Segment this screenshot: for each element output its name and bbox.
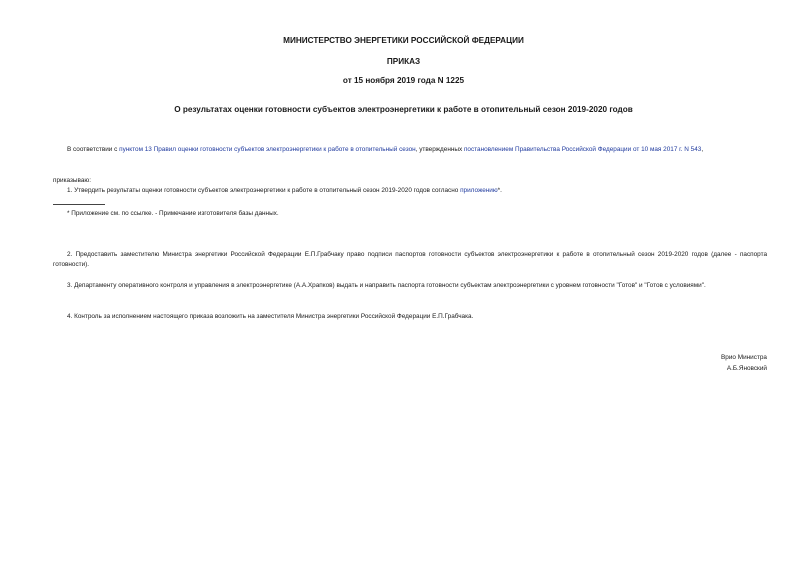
preamble-paragraph — [53, 145, 767, 155]
preamble-middle: , утвержденных — [415, 146, 464, 153]
ministry-heading: МИНИСТЕРСТВО ЭНЕРГЕТИКИ РОССИЙСКОЙ ФЕДЕРАЦИИ — [283, 36, 524, 45]
item-4: 4. Контроль за исполнением настоящего приказа возложить на заместителя Министра энергетики Российской Федерации Е.П.Грабчака. — [67, 313, 474, 320]
item-1-suffix: *. — [497, 187, 502, 194]
resolution-link[interactable]: постановлением Правительства Российской Федерации от 10 мая 2017 г. N 543 — [463, 146, 702, 153]
signature-name: А.Б.Яновский — [726, 365, 767, 372]
footnote-divider — [53, 204, 105, 205]
orders-word: приказываю: — [53, 177, 91, 184]
item-2: 2. Предоставить заместителю Министра энергетики Российской Федерации Е.П.Грабчаку право подписи паспортов готовности субъектов электроэнергетики к работе в отопительный сезон 2019-2020 годов (далее - паспорта готовности). — [53, 251, 767, 268]
preamble-suffix: , — [701, 146, 704, 153]
document-title: О результатах оценки готовности субъектов электроэнергетики к работе в отопительный сезон 2019-2020 годов — [174, 105, 633, 114]
item-1 — [53, 186, 767, 196]
item-1-text: 1. Утвердить результаты оценки готовности субъектов электроэнергетики к работе в отопительный сезон 2019-2020 годов согласно — [67, 187, 461, 194]
appendix-link[interactable]: приложению — [460, 187, 498, 194]
rules-link[interactable]: пунктом 13 Правил оценки готовности субъектов электроэнергетики к работе в отопительный сезон — [119, 146, 416, 153]
date-number-heading: от 15 ноября 2019 года N 1225 — [342, 76, 465, 85]
signature-position: Врио Министра — [721, 354, 767, 361]
footnote: * Приложение см. по ссылке. - Примечание изготовителя базы данных. — [67, 210, 279, 217]
doc-type-heading: ПРИКАЗ — [386, 57, 421, 66]
preamble-prefix: В соответствии с — [67, 146, 120, 153]
signature-block — [567, 352, 767, 374]
item-3: 3. Департаменту оперативного контроля и управления в электроэнергетике (А.А.Храпков) выдать и направить паспорта готовности субъектам электроэнергетики с уровнем готовности "Готов" и "Готов с условиями". — [67, 282, 706, 289]
